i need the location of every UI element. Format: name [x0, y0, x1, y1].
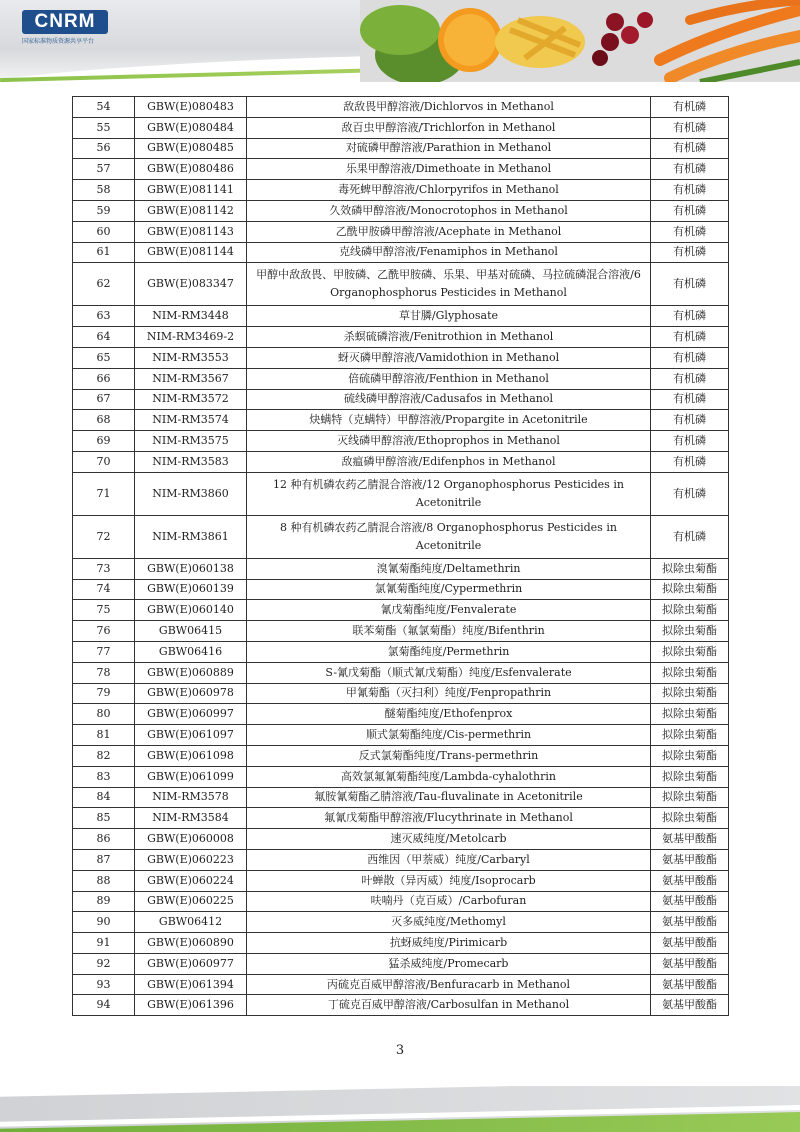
material-name-cell: 溴氰菊酯纯度/Deltamethrin: [247, 558, 651, 579]
catalog-code-cell: NIM-RM3553: [135, 347, 247, 368]
catalog-code-cell: NIM-RM3583: [135, 451, 247, 472]
catalog-code-cell: GBW(E)061097: [135, 725, 247, 746]
catalog-code-cell: GBW(E)061396: [135, 995, 247, 1016]
material-name-cell: 蚜灭磷甲醇溶液/Vamidothion in Methanol: [247, 347, 651, 368]
category-cell: 有机磷: [651, 97, 729, 118]
catalog-code-cell: GBW(E)080484: [135, 117, 247, 138]
material-name-cell: 12 种有机磷农药乙腈混合溶液/12 Organophosphorus Pesticides in Acetonitrile: [247, 472, 651, 515]
table-row: [73, 953, 729, 974]
table-row: [73, 891, 729, 912]
catalog-code-cell: NIM-RM3572: [135, 389, 247, 410]
catalog-code-cell: GBW(E)083347: [135, 263, 247, 306]
table-row: [73, 389, 729, 410]
catalog-code-cell: GBW(E)061394: [135, 974, 247, 995]
material-name-cell: 灭线磷甲醇溶液/Ethoprophos in Methanol: [247, 431, 651, 452]
table-row: [73, 662, 729, 683]
material-name-cell: 杀螟硫磷溶液/Fenitrothion in Methanol: [247, 327, 651, 348]
catalog-code-cell: GBW(E)080486: [135, 159, 247, 180]
row-number-cell: 88: [73, 870, 135, 891]
table-row: [73, 787, 729, 808]
table-row: [73, 159, 729, 180]
catalog-code-cell: GBW(E)060223: [135, 849, 247, 870]
page-footer: [0, 1086, 800, 1132]
material-name-cell: 反式氯菊酯纯度/Trans-permethrin: [247, 745, 651, 766]
table-row: [73, 368, 729, 389]
category-cell: 有机磷: [651, 242, 729, 263]
material-name-cell: 氰戊菊酯纯度/Fenvalerate: [247, 600, 651, 621]
table-row: [73, 472, 729, 515]
table-row: [73, 306, 729, 327]
row-number-cell: 94: [73, 995, 135, 1016]
logo-text: CNRM: [22, 10, 108, 34]
catalog-code-cell: GBW(E)080483: [135, 97, 247, 118]
category-cell: 有机磷: [651, 138, 729, 159]
row-number-cell: 87: [73, 849, 135, 870]
material-name-cell: 克线磷甲醇溶液/Fenamiphos in Methanol: [247, 242, 651, 263]
catalog-code-cell: NIM-RM3448: [135, 306, 247, 327]
catalog-code-cell: GBW(E)060138: [135, 558, 247, 579]
category-cell: 拟除虫菊酯: [651, 579, 729, 600]
row-number-cell: 75: [73, 600, 135, 621]
category-cell: 有机磷: [651, 159, 729, 180]
material-name-cell: 乐果甲醇溶液/Dimethoate in Methanol: [247, 159, 651, 180]
catalog-code-cell: GBW(E)060997: [135, 704, 247, 725]
table-row: [73, 327, 729, 348]
material-name-cell: 丁硫克百威甲醇溶液/Carbosulfan in Methanol: [247, 995, 651, 1016]
row-number-cell: 77: [73, 641, 135, 662]
material-name-cell: 毒死蜱甲醇溶液/Chlorpyrifos in Methanol: [247, 180, 651, 201]
row-number-cell: 61: [73, 242, 135, 263]
catalog-code-cell: GBW(E)061098: [135, 745, 247, 766]
category-cell: 氨基甲酸酯: [651, 953, 729, 974]
table-row: [73, 263, 729, 306]
category-cell: 有机磷: [651, 410, 729, 431]
material-name-cell: 高效氯氟氰菊酯纯度/Lambda-cyhalothrin: [247, 766, 651, 787]
category-cell: 有机磷: [651, 200, 729, 221]
table-body: [73, 97, 729, 1016]
table-row: [73, 347, 729, 368]
row-number-cell: 90: [73, 912, 135, 933]
table-row: [73, 849, 729, 870]
row-number-cell: 54: [73, 97, 135, 118]
material-name-cell: 敌百虫甲醇溶液/Trichlorfon in Methanol: [247, 117, 651, 138]
row-number-cell: 68: [73, 410, 135, 431]
category-cell: 拟除虫菊酯: [651, 683, 729, 704]
category-cell: 有机磷: [651, 368, 729, 389]
row-number-cell: 86: [73, 829, 135, 850]
category-cell: 有机磷: [651, 327, 729, 348]
category-cell: 拟除虫菊酯: [651, 808, 729, 829]
category-cell: 氨基甲酸酯: [651, 974, 729, 995]
row-number-cell: 63: [73, 306, 135, 327]
material-name-cell: 灭多威纯度/Methomyl: [247, 912, 651, 933]
catalog-code-cell: GBW(E)060889: [135, 662, 247, 683]
material-name-cell: 炔螨特（克螨特）甲醇溶液/Propargite in Acetonitrile: [247, 410, 651, 431]
category-cell: 有机磷: [651, 472, 729, 515]
material-name-cell: 氟胺氰菊酯乙腈溶液/Tau-fluvalinate in Acetonitrile: [247, 787, 651, 808]
table-row: [73, 200, 729, 221]
row-number-cell: 79: [73, 683, 135, 704]
row-number-cell: 78: [73, 662, 135, 683]
category-cell: 有机磷: [651, 515, 729, 558]
table-row: [73, 725, 729, 746]
catalog-code-cell: GBW(E)081143: [135, 221, 247, 242]
category-cell: 有机磷: [651, 451, 729, 472]
table-row: [73, 641, 729, 662]
category-cell: 氨基甲酸酯: [651, 933, 729, 954]
material-name-cell: 顺式氯菊酯纯度/Cis-permethrin: [247, 725, 651, 746]
row-number-cell: 69: [73, 431, 135, 452]
table-row: [73, 974, 729, 995]
catalog-code-cell: NIM-RM3575: [135, 431, 247, 452]
table-row: [73, 431, 729, 452]
category-cell: 拟除虫菊酯: [651, 725, 729, 746]
material-name-cell: 久效磷甲醇溶液/Monocrotophos in Methanol: [247, 200, 651, 221]
material-name-cell: 叶蝉散（异丙威）纯度/Isoprocarb: [247, 870, 651, 891]
row-number-cell: 74: [73, 579, 135, 600]
category-cell: 拟除虫菊酯: [651, 787, 729, 808]
category-cell: 拟除虫菊酯: [651, 704, 729, 725]
page-header: [0, 0, 800, 82]
table-row: [73, 766, 729, 787]
row-number-cell: 89: [73, 891, 135, 912]
row-number-cell: 65: [73, 347, 135, 368]
category-cell: 有机磷: [651, 389, 729, 410]
table-row: [73, 579, 729, 600]
material-name-cell: 联苯菊酯（氟氯菊酯）纯度/Bifenthrin: [247, 621, 651, 642]
catalog-code-cell: GBW(E)081144: [135, 242, 247, 263]
row-number-cell: 66: [73, 368, 135, 389]
table-row: [73, 704, 729, 725]
catalog-code-cell: GBW(E)081141: [135, 180, 247, 201]
row-number-cell: 56: [73, 138, 135, 159]
row-number-cell: 85: [73, 808, 135, 829]
row-number-cell: 71: [73, 472, 135, 515]
table-row: [73, 117, 729, 138]
table-row: [73, 221, 729, 242]
table-row: [73, 242, 729, 263]
row-number-cell: 62: [73, 263, 135, 306]
table-row: [73, 515, 729, 558]
category-cell: 拟除虫菊酯: [651, 662, 729, 683]
material-name-cell: 氯氰菊酯纯度/Cypermethrin: [247, 579, 651, 600]
row-number-cell: 83: [73, 766, 135, 787]
catalog-code-cell: GBW(E)060225: [135, 891, 247, 912]
material-name-cell: 抗蚜威纯度/Pirimicarb: [247, 933, 651, 954]
material-name-cell: 8 种有机磷农药乙腈混合溶液/8 Organophosphorus Pesticides in Acetonitrile: [247, 515, 651, 558]
catalog-code-cell: GBW(E)080485: [135, 138, 247, 159]
table-row: [73, 808, 729, 829]
material-name-cell: 醚菊酯纯度/Ethofenprox: [247, 704, 651, 725]
catalog-code-cell: GBW(E)060139: [135, 579, 247, 600]
catalog-code-cell: GBW(E)081142: [135, 200, 247, 221]
material-name-cell: 硫线磷甲醇溶液/Cadusafos in Methanol: [247, 389, 651, 410]
material-name-cell: 西维因（甲萘威）纯度/Carbaryl: [247, 849, 651, 870]
material-name-cell: 乙酰甲胺磷甲醇溶液/Acephate in Methanol: [247, 221, 651, 242]
catalog-code-cell: NIM-RM3860: [135, 472, 247, 515]
catalog-code-cell: NIM-RM3567: [135, 368, 247, 389]
table-row: [73, 621, 729, 642]
catalog-code-cell: GBW(E)060890: [135, 933, 247, 954]
row-number-cell: 76: [73, 621, 135, 642]
table-row: [73, 912, 729, 933]
row-number-cell: 73: [73, 558, 135, 579]
row-number-cell: 82: [73, 745, 135, 766]
row-number-cell: 67: [73, 389, 135, 410]
category-cell: 拟除虫菊酯: [651, 766, 729, 787]
row-number-cell: 64: [73, 327, 135, 348]
material-name-cell: 速灭威纯度/Metolcarb: [247, 829, 651, 850]
row-number-cell: 60: [73, 221, 135, 242]
catalog-code-cell: GBW(E)060224: [135, 870, 247, 891]
catalog-code-cell: GBW06412: [135, 912, 247, 933]
category-cell: 氨基甲酸酯: [651, 891, 729, 912]
material-name-cell: 氟氰戊菊酯甲醇溶液/Flucythrinate in Methanol: [247, 808, 651, 829]
logo-subtitle: 国家标准物质资源共享平台: [22, 38, 95, 45]
category-cell: 拟除虫菊酯: [651, 621, 729, 642]
row-number-cell: 72: [73, 515, 135, 558]
row-number-cell: 81: [73, 725, 135, 746]
catalog-code-cell: NIM-RM3861: [135, 515, 247, 558]
material-name-cell: 草甘膦/Glyphosate: [247, 306, 651, 327]
category-cell: 有机磷: [651, 117, 729, 138]
row-number-cell: 80: [73, 704, 135, 725]
vegetables-banner-image: [360, 0, 800, 82]
category-cell: 氨基甲酸酯: [651, 912, 729, 933]
row-number-cell: 93: [73, 974, 135, 995]
row-number-cell: 57: [73, 159, 135, 180]
catalog-code-cell: GBW(E)060140: [135, 600, 247, 621]
catalog-code-cell: NIM-RM3584: [135, 808, 247, 829]
material-name-cell: 猛杀威纯度/Promecarb: [247, 953, 651, 974]
catalog-code-cell: GBW06415: [135, 621, 247, 642]
material-name-cell: 对硫磷甲醇溶液/Parathion in Methanol: [247, 138, 651, 159]
row-number-cell: 91: [73, 933, 135, 954]
material-name-cell: 甲醇中敌敌畏、甲胺磷、乙酰甲胺磷、乐果、甲基对硫磷、马拉硫磷混合溶液/6 Organophosphorus Pesticides in Methanol: [247, 263, 651, 306]
category-cell: 有机磷: [651, 431, 729, 452]
page-number: 3: [395, 1043, 405, 1058]
row-number-cell: 70: [73, 451, 135, 472]
material-name-cell: 甲氰菊酯（灭扫利）纯度/Fenpropathrin: [247, 683, 651, 704]
category-cell: 有机磷: [651, 263, 729, 306]
category-cell: 有机磷: [651, 180, 729, 201]
table-row: [73, 870, 729, 891]
catalog-code-cell: NIM-RM3578: [135, 787, 247, 808]
category-cell: 氨基甲酸酯: [651, 995, 729, 1016]
category-cell: 有机磷: [651, 221, 729, 242]
table-row: [73, 558, 729, 579]
catalog-code-cell: NIM-RM3469-2: [135, 327, 247, 348]
category-cell: 氨基甲酸酯: [651, 870, 729, 891]
category-cell: 拟除虫菊酯: [651, 641, 729, 662]
catalog-code-cell: GBW(E)060978: [135, 683, 247, 704]
category-cell: 氨基甲酸酯: [651, 829, 729, 850]
row-number-cell: 59: [73, 200, 135, 221]
table-row: [73, 451, 729, 472]
table-row: [73, 138, 729, 159]
category-cell: 拟除虫菊酯: [651, 745, 729, 766]
table-row: [73, 745, 729, 766]
catalog-code-cell: GBW(E)060008: [135, 829, 247, 850]
material-name-cell: 呋喃丹（克百威）/Carbofuran: [247, 891, 651, 912]
row-number-cell: 55: [73, 117, 135, 138]
material-name-cell: 敌敌畏甲醇溶液/Dichlorvos in Methanol: [247, 97, 651, 118]
material-name-cell: 丙硫克百威甲醇溶液/Benfuracarb in Methanol: [247, 974, 651, 995]
table-row: [73, 600, 729, 621]
table-row: [73, 829, 729, 850]
row-number-cell: 84: [73, 787, 135, 808]
catalog-code-cell: NIM-RM3574: [135, 410, 247, 431]
row-number-cell: 92: [73, 953, 135, 974]
reference-material-table: [72, 96, 729, 1016]
table-row: [73, 410, 729, 431]
category-cell: 有机磷: [651, 347, 729, 368]
table-row: [73, 180, 729, 201]
cnrm-logo: [22, 10, 114, 50]
table-row: [73, 933, 729, 954]
table-row: [73, 683, 729, 704]
catalog-code-cell: GBW06416: [135, 641, 247, 662]
table-row: [73, 995, 729, 1016]
material-name-cell: S-氰戊菊酯（顺式氰戊菊酯）纯度/Esfenvalerate: [247, 662, 651, 683]
category-cell: 拟除虫菊酯: [651, 558, 729, 579]
material-name-cell: 氯菊酯纯度/Permethrin: [247, 641, 651, 662]
category-cell: 有机磷: [651, 306, 729, 327]
table-row: [73, 97, 729, 118]
catalog-code-cell: GBW(E)060977: [135, 953, 247, 974]
row-number-cell: 58: [73, 180, 135, 201]
material-name-cell: 敌瘟磷甲醇溶液/Edifenphos in Methanol: [247, 451, 651, 472]
material-name-cell: 倍硫磷甲醇溶液/Fenthion in Methanol: [247, 368, 651, 389]
category-cell: 氨基甲酸酯: [651, 849, 729, 870]
catalog-code-cell: GBW(E)061099: [135, 766, 247, 787]
category-cell: 拟除虫菊酯: [651, 600, 729, 621]
